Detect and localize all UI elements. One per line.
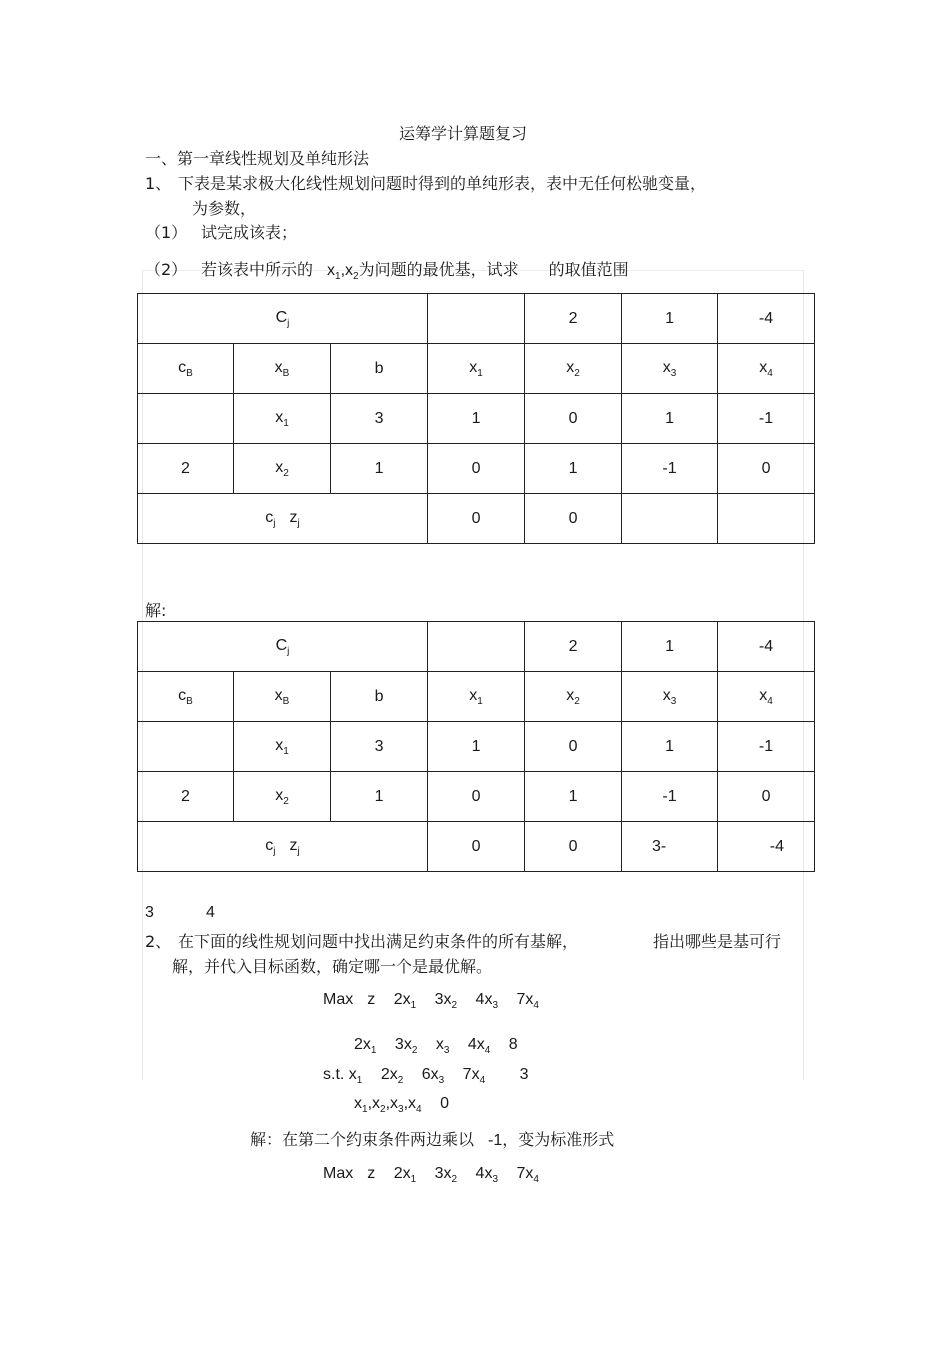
simplex-table-2	[137, 621, 815, 872]
cj-zj-label: $c_j$ $z_j$	[138, 494, 428, 544]
question-1-number: 1、	[145, 174, 172, 193]
table-cell	[622, 494, 718, 544]
table-row	[138, 822, 815, 872]
solution-2-text: 解：在第二个约束条件两边乘以 -1，变为标准形式	[250, 1130, 615, 1149]
table-cell: 1	[622, 294, 718, 344]
table-cell: -1	[718, 722, 815, 772]
table-cell: 0	[525, 494, 622, 544]
x4-header: $x_4$	[718, 344, 815, 394]
simplex-table-1	[137, 293, 815, 544]
table-cell: 3-	[622, 822, 718, 872]
objective-function-standard: Max z $2x_1$ $3x_2$ $4x_3$ $7x_4$	[323, 1165, 539, 1185]
table-cell: 2	[138, 444, 234, 494]
table-row	[138, 772, 815, 822]
part-2-number: （2）	[145, 260, 188, 279]
table-cell: 0	[525, 722, 622, 772]
part-2-text-b: 为问题的最优基，试求	[358, 260, 519, 279]
table-cell: 0	[718, 444, 815, 494]
cj-header: $C_j$	[138, 622, 428, 672]
table-cell	[428, 622, 525, 672]
table-cell: -1	[718, 394, 815, 444]
table-cell: 0	[525, 822, 622, 872]
section-heading: 一、第一章线性规划及单纯形法	[145, 149, 370, 168]
question-2-number: 2、	[145, 932, 172, 951]
part-2-text-c: 的取值范围	[548, 260, 629, 279]
after-table-value-a: 3	[145, 904, 154, 921]
basis-var-x1: $x_1$	[234, 722, 331, 772]
table-cell: 3	[331, 394, 428, 444]
b-header: b	[331, 672, 428, 722]
x3-header: $x_3$	[622, 344, 718, 394]
table-cell	[138, 722, 234, 772]
x2-header: $x_2$	[525, 672, 622, 722]
table-cell: 2	[138, 772, 234, 822]
table-cell: 1	[622, 622, 718, 672]
x4-header: $x_4$	[718, 672, 815, 722]
table-cell: 3	[331, 722, 428, 772]
x3-header: $x_3$	[622, 672, 718, 722]
cj-zj-label: $c_j$ $z_j$	[138, 822, 428, 872]
question-1-text: 下表是某求极大化线性规划问题时得到的单纯形表，表中无任何松驰变量，	[178, 174, 707, 193]
table-cell: 1	[331, 444, 428, 494]
question-2-text-a: 在下面的线性规划问题中找出满足约束条件的所有基解，	[178, 932, 579, 951]
constraint-2: s.t. $x_1$ $2x_2$ $6x_3$ $7x_4$ 3	[323, 1066, 529, 1086]
table-cell: 1	[622, 394, 718, 444]
table-cell: 2	[525, 294, 622, 344]
b-header: b	[331, 344, 428, 394]
table-row	[138, 394, 815, 444]
table-cell: 0	[718, 772, 815, 822]
table-row	[138, 444, 815, 494]
question-2-text-b: 指出哪些是基可行	[653, 932, 782, 951]
table-cell: -4	[718, 822, 815, 872]
table-row	[138, 294, 815, 344]
part-1-number: （1）	[145, 223, 188, 242]
table-cell	[138, 394, 234, 444]
table-cell: 0	[428, 444, 525, 494]
table-cell: -1	[622, 444, 718, 494]
x1-header: $x_1$	[428, 344, 525, 394]
table-cell: 0	[525, 394, 622, 444]
part-2-text	[201, 257, 629, 282]
solution-label: 解:	[145, 601, 167, 620]
table-cell	[718, 494, 815, 544]
constraint-1: $2x_1$ $3x_2$ $x_3$ $4x_4$ 8	[354, 1036, 518, 1056]
table-cell: -1	[622, 772, 718, 822]
table-row	[138, 344, 815, 394]
x2-header: $x_2$	[525, 344, 622, 394]
table-cell: 1	[428, 394, 525, 444]
part-1-text: 试完成该表；	[201, 223, 298, 242]
table-cell: 0	[428, 494, 525, 544]
table-row	[138, 622, 815, 672]
table-row	[138, 722, 815, 772]
basis-var-x2: $x_2$	[234, 772, 331, 822]
table-cell: -4	[718, 622, 815, 672]
after-table-value-b: 4	[206, 904, 215, 921]
table-cell	[428, 294, 525, 344]
table-cell: 2	[525, 622, 622, 672]
table-cell: 0	[428, 822, 525, 872]
cb-header: $c_B$	[138, 672, 234, 722]
objective-function: Max z $2x_1$ $3x_2$ $4x_3$ $7x_4$	[323, 991, 539, 1011]
part-2-text-a: 若该表中所示的	[201, 260, 314, 279]
table-cell: 1	[525, 444, 622, 494]
table-cell: 1	[622, 722, 718, 772]
question-1-text-cont: 为参数，	[192, 199, 257, 218]
page-title: 运筹学计算题复习	[399, 124, 528, 143]
table-cell: 1	[428, 722, 525, 772]
cj-header: $C_j$	[138, 294, 428, 344]
table-row	[138, 672, 815, 722]
table-cell: 0	[428, 772, 525, 822]
basis-vars: $x_1,x_2$	[327, 262, 359, 282]
basis-var-x1: $x_1$	[234, 394, 331, 444]
xb-header: $x_B$	[234, 344, 331, 394]
nonnegativity-constraint: $x_1,x_2,x_3,x_4$ 0	[354, 1095, 449, 1115]
xb-header: $x_B$	[234, 672, 331, 722]
question-2-text-cont: 解，并代入目标函数，确定哪一个是最优解。	[172, 957, 493, 976]
table-row	[138, 494, 815, 544]
table-cell: 1	[331, 772, 428, 822]
basis-var-x2: $x_2$	[234, 444, 331, 494]
cb-header: $c_B$	[138, 344, 234, 394]
x1-header: $x_1$	[428, 672, 525, 722]
table-cell: -4	[718, 294, 815, 344]
table-cell: 1	[525, 772, 622, 822]
